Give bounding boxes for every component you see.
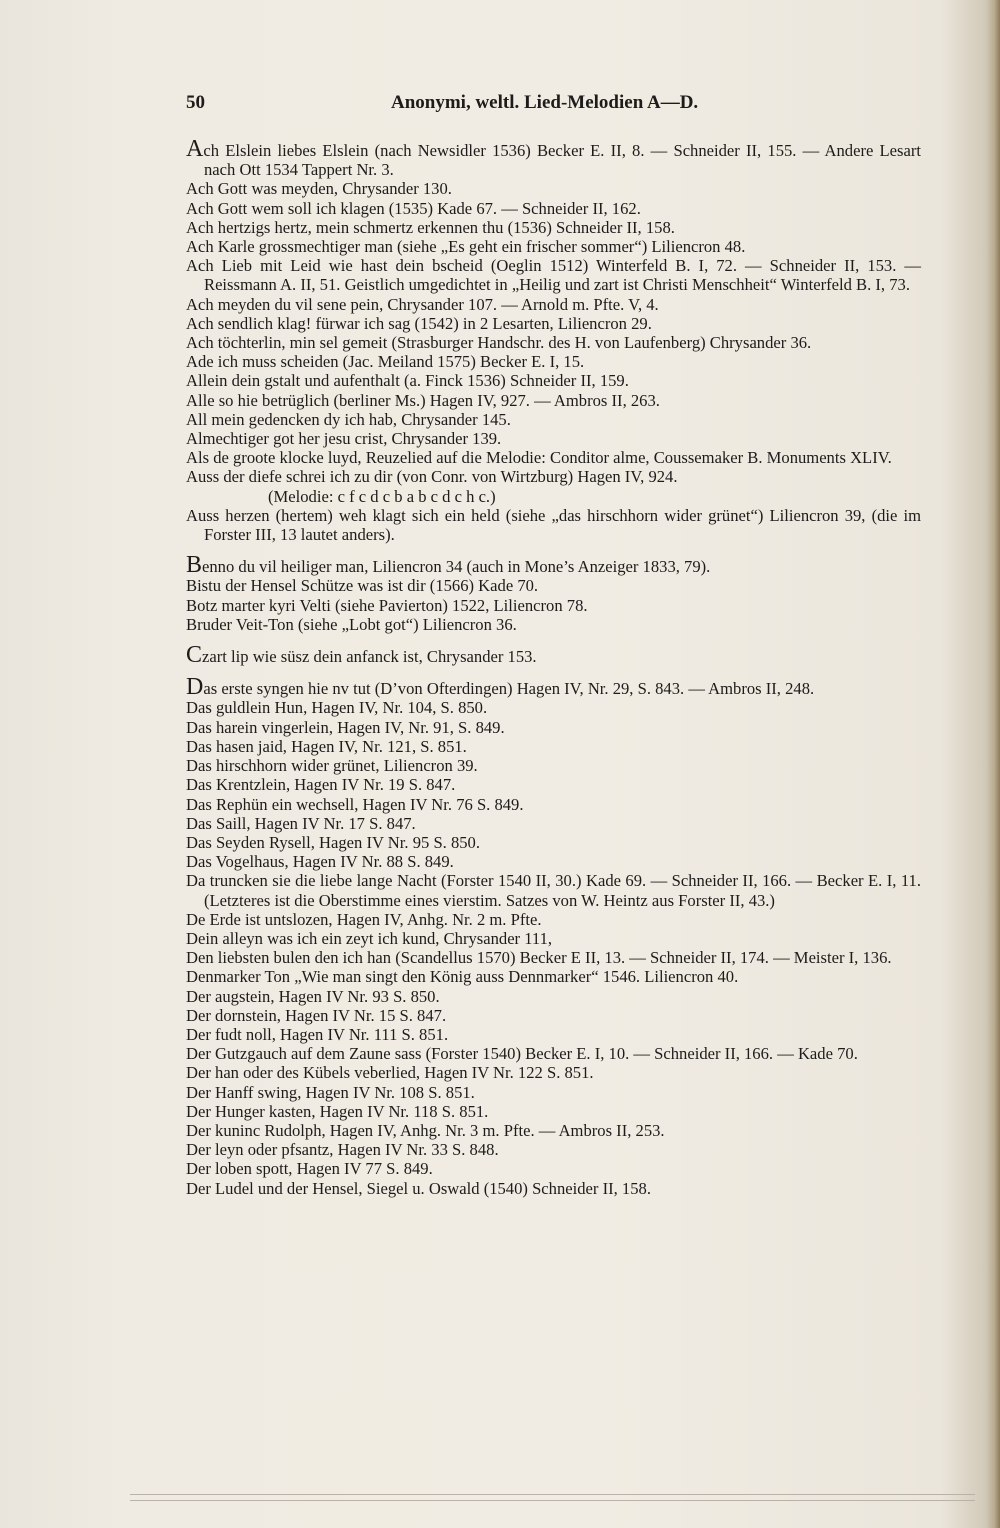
entry-text: Almechtiger got her jesu crist, Chrysander 139. — [186, 429, 502, 449]
entry-text: ch Elslein liebes Elslein (nach Newsidler 1536) Becker E. II, 8. — Schneider II, 155. — Andere Lesart nach Ott 1534 Tappert Nr. 3. — [203, 141, 921, 180]
entry — [186, 1179, 921, 1198]
entry-text: Bruder Veit-Ton (siehe „Lobt got“) Liliencron 36. — [186, 614, 517, 634]
entry-text: Dein alleyn was ich ein zeyt ich kund, Chrysander 111, — [186, 928, 553, 948]
entry — [186, 775, 921, 794]
entry — [186, 871, 921, 909]
entry-text: enno du vil heiliger man, Liliencron 34 (auch in Mone’s Anzeiger 1833, 79). — [202, 557, 711, 577]
entry-text: Das harein vingerlein, Hagen IV, Nr. 91, S. 849. — [186, 717, 505, 737]
entry — [186, 448, 921, 467]
entry — [186, 833, 921, 852]
entry — [186, 410, 921, 429]
entry-text: as erste syngen hie nv tut (D’von Ofterdingen) Hagen IV, Nr. 29, S. 843. — Ambros II, 248. — [203, 679, 815, 699]
entry — [186, 1159, 921, 1178]
initial-letter: C — [186, 642, 203, 669]
entry-text: Ach töchterlin, min sel gemeit (Strasburger Handschr. des H. von Laufenberg) Chrysander 36. — [186, 333, 812, 353]
entry — [186, 237, 921, 256]
entry-text: Ach Gott was meyden, Chrysander 130. — [186, 179, 452, 199]
entry-text: Als de groote klocke luyd, Reuzelied auf die Melodie: Conditor alme, Coussemaker B. Monuments XLIV. — [186, 448, 892, 468]
initial-letter: A — [186, 136, 204, 162]
entry — [186, 948, 921, 967]
bottom-rule — [130, 1500, 975, 1501]
entry-text: Da truncken sie die liebe lange Nacht (Forster 1540 II, 30.) Kade 69. — Schneider II, 166. — Becker E. I, 11. (Letzteres ist die Oberstimme eines vierstim. Satzes von W. Heintz aus Forster II, 43.) — [186, 871, 921, 910]
entry-text: Den liebsten bulen den ich han (Scandellus 1570) Becker E II, 13. — Schneider II, 174. — Meister I, 136. — [186, 948, 892, 968]
entry — [186, 967, 921, 986]
entry-text: Ade ich muss scheiden (Jac. Meiland 1575) Becker E. I, 15. — [186, 352, 585, 372]
entry-text: Das Seyden Rysell, Hagen IV Nr. 95 S. 850. — [186, 832, 481, 852]
entry — [186, 1083, 921, 1102]
entry-text: Ach hertzigs hertz, mein schmertz erkennen thu (1536) Schneider II, 158. — [186, 217, 675, 237]
entry-text: Ach meyden du vil sene pein, Chrysander 107. — Arnold m. Pfte. V, 4. — [186, 294, 659, 314]
entry-text: zart lip wie süsz dein anfanck ist, Chrysander 153. — [202, 647, 537, 667]
initial-letter: D — [186, 674, 204, 701]
entry — [186, 1121, 921, 1140]
entry-text: Das hasen jaid, Hagen IV, Nr. 121, S. 851. — [186, 736, 467, 756]
entry — [186, 987, 921, 1006]
entry-text: Ach Karle grossmechtiger man (siehe „Es geht ein frischer sommer“) Liliencron 48. — [186, 237, 746, 257]
entry-text: Der loben spott, Hagen IV 77 S. 849. — [186, 1159, 433, 1179]
entry — [186, 506, 921, 544]
entry — [186, 929, 921, 948]
page-number: 50 — [186, 92, 205, 113]
entry — [186, 256, 921, 294]
entry-text: Der Gutzgauch auf dem Zaune sass (Forster 1540) Becker E. I, 10. — Schneider II, 166. — Kade 70. — [186, 1044, 858, 1064]
entry — [186, 596, 921, 615]
entry — [186, 136, 921, 180]
entry-text: All mein gedencken dy ich hab, Chrysander 145. — [186, 409, 511, 429]
entry — [186, 333, 921, 352]
entry — [186, 615, 921, 634]
entry — [186, 218, 921, 237]
entry-text: Der fudt noll, Hagen IV Nr. 111 S. 851. — [186, 1024, 449, 1044]
entry-text: Der leyn oder pfsantz, Hagen IV Nr. 33 S. 848. — [186, 1140, 499, 1160]
entry — [186, 179, 921, 198]
entry — [186, 467, 921, 486]
entry — [186, 718, 921, 737]
entry — [186, 698, 921, 717]
entry-text: Ach sendlich klag! fürwar ich sag (1542) in 2 Lesarten, Liliencron 29. — [186, 313, 652, 333]
entry — [186, 642, 921, 669]
entry — [186, 737, 921, 756]
entry — [186, 371, 921, 390]
entry — [186, 487, 921, 506]
entry-text: Allein dein gstalt und aufenthalt (a. Finck 1536) Schneider II, 159. — [186, 371, 629, 391]
entry — [186, 674, 921, 701]
entry-text: Das hirschhorn wider grünet, Liliencron 39. — [186, 756, 478, 776]
entry-text: Der Ludel und der Hensel, Siegel u. Oswald (1540) Schneider II, 158. — [186, 1178, 651, 1198]
running-head: Anonymi, weltl. Lied-Melodien A—D. — [391, 92, 699, 113]
entry — [186, 1140, 921, 1159]
entry-text: Botz marter kyri Velti (siehe Pavierton) 1522, Liliencron 78. — [186, 595, 588, 615]
entry — [186, 910, 921, 929]
entry — [186, 429, 921, 448]
entry-text: Alle so hie betrüglich (berliner Ms.) Hagen IV, 927. — Ambros II, 263. — [186, 390, 660, 410]
entry — [186, 814, 921, 833]
entry — [186, 1102, 921, 1121]
entry-text: Der dornstein, Hagen IV Nr. 15 S. 847. — [186, 1005, 447, 1025]
entry-text: Auss der diefe schrei ich zu dir (von Conr. von Wirtzburg) Hagen IV, 924. — [186, 467, 678, 487]
entry — [186, 1006, 921, 1025]
entry-text: (Melodie: c f c d c b a b c d c h c.) — [268, 486, 496, 506]
entry — [186, 552, 921, 579]
initial-letter: B — [186, 552, 203, 579]
entry — [186, 852, 921, 871]
entry-text: Denmarker Ton „Wie man singt den König auss Dennmarker“ 1546. Liliencron 40. — [186, 967, 739, 987]
entry-text: Der Hanff swing, Hagen IV Nr. 108 S. 851. — [186, 1082, 475, 1102]
entry — [186, 352, 921, 371]
entry — [186, 391, 921, 410]
entry-text: Das Saill, Hagen IV Nr. 17 S. 847. — [186, 813, 416, 833]
entry-text: Das Rephün ein wechsell, Hagen IV Nr. 76 S. 849. — [186, 794, 524, 814]
entry-text: Ach Lieb mit Leid wie hast dein bscheid (Oeglin 1512) Winterfeld B. I, 72. — Schneider II, 153. — Reissmann A. II, 51. Geistlich umgedichtet in „Heilig und zart ist Christi Menschheit“ Winterfeld B. I, 73. — [186, 256, 921, 295]
entry-text: Der han oder des Kübels veberlied, Hagen IV Nr. 122 S. 851. — [186, 1063, 594, 1083]
entry — [186, 795, 921, 814]
entry-list — [186, 136, 921, 1198]
entry-text: Bistu der Hensel Schütze was ist dir (1566) Kade 70. — [186, 576, 539, 596]
entry — [186, 1063, 921, 1082]
entry-text: Ach Gott wem soll ich klagen (1535) Kade 67. — Schneider II, 162. — [186, 198, 641, 218]
entry-text: Das Vogelhaus, Hagen IV Nr. 88 S. 849. — [186, 852, 454, 872]
entry-text: De Erde ist untslozen, Hagen IV, Anhg. Nr. 2 m. Pfte. — [186, 909, 542, 929]
entry-text: Das Krentzlein, Hagen IV Nr. 19 S. 847. — [186, 775, 456, 795]
entry-text: Der augstein, Hagen IV Nr. 93 S. 850. — [186, 986, 440, 1006]
entry — [186, 314, 921, 333]
entry — [186, 1025, 921, 1044]
entry-text: Der kuninc Rudolph, Hagen IV, Anhg. Nr. 3 m. Pfte. — Ambros II, 253. — [186, 1120, 665, 1140]
entry — [186, 1044, 921, 1063]
page-header — [186, 92, 946, 118]
entry-text: Auss herzen (hertem) weh klagt sich ein held (siehe „das hirschhorn wider grünet“) Liliencron 39, (die im Forster III, 13 lautet anders). — [186, 505, 921, 545]
entry-text: Der Hunger kasten, Hagen IV Nr. 118 S. 851. — [186, 1101, 489, 1121]
entry-text: Das guldlein Hun, Hagen IV, Nr. 104, S. 850. — [186, 698, 488, 718]
entry — [186, 295, 921, 314]
page-edge-shadow — [986, 0, 1000, 1528]
entry — [186, 199, 921, 218]
entry — [186, 756, 921, 775]
entry — [186, 576, 921, 595]
bottom-rule — [130, 1494, 975, 1495]
